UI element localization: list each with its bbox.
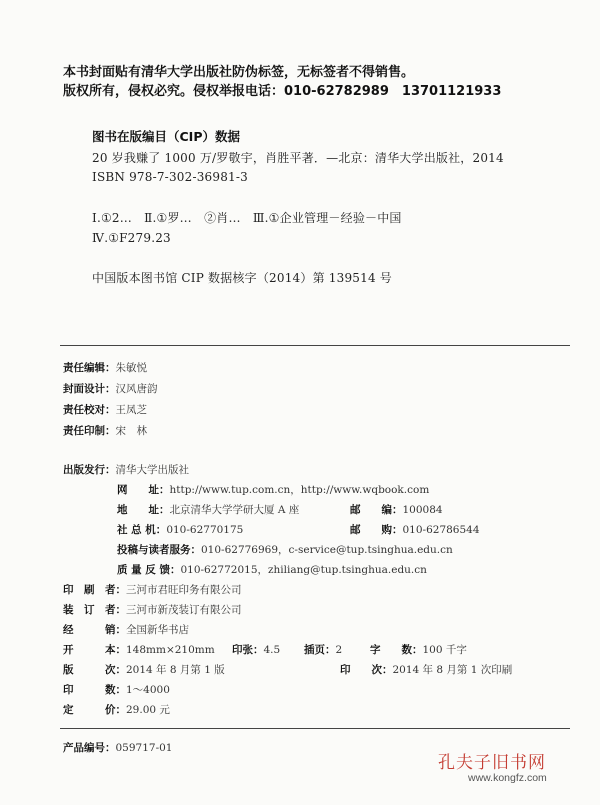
cip-data-number: 中国版本图书馆 CIP 数据核字（2014）第 139514 号 xyxy=(92,271,393,285)
credit-proof: 责任校对：王凤芝 xyxy=(63,404,147,416)
spec-impression: 印 次：2014 年 8 月第 1 次印刷 xyxy=(340,664,513,676)
spec-sheets: 印张：4.5 xyxy=(232,644,281,656)
spec-copies: 印 数：1～4000 xyxy=(63,684,170,696)
credit-cover: 封面设计：汉风唐韵 xyxy=(63,383,158,395)
cip-class-number: Ⅳ.①F279.23 xyxy=(92,231,171,245)
notice-anticounterfeit: 本书封面贴有清华大学出版社防伪标签，无标签者不得销售。 xyxy=(63,65,415,80)
spec-plates: 插页：2 xyxy=(304,644,343,656)
cip-book-line: 20 岁我赚了 1000 万/罗敬宇，肖胜平著．—北京：清华大学出版社，2014 xyxy=(92,151,504,165)
notice-copyright: 版权所有，侵权必究。侵权举报电话：010-62782989 13701121933 xyxy=(63,84,502,99)
publisher-switchboard: 社 总 机：010-62770175 xyxy=(117,524,244,536)
publisher-name: 出版发行：清华大学出版社 xyxy=(63,464,189,476)
spec-distributor: 经 销：全国新华书店 xyxy=(63,624,189,636)
cip-title: 图书在版编目（CIP）数据 xyxy=(92,129,240,144)
spec-edition: 版 次：2014 年 8 月第 1 版 xyxy=(63,664,225,676)
publisher-address: 地 址：北京清华大学学研大厦 A 座 xyxy=(117,504,300,516)
credit-print: 责任印制：宋 林 xyxy=(63,425,147,437)
divider-bottom xyxy=(60,728,570,729)
credit-editor: 责任编辑：朱敏悦 xyxy=(63,362,147,374)
publisher-mailorder: 邮 购：010-62786544 xyxy=(350,524,480,536)
divider xyxy=(60,345,570,346)
spec-binder: 装 订 者：三河市新茂装订有限公司 xyxy=(63,604,242,616)
spec-format: 开 本：148mm×210mm xyxy=(63,644,215,656)
watermark-logo: 孔夫子旧书网 xyxy=(438,753,546,773)
publisher-feedback: 质 量 反 馈：010-62772015，zhiliang@tup.tsinghua.edu.cn xyxy=(117,564,427,576)
cip-isbn: ISBN 978-7-302-36981-3 xyxy=(92,170,248,184)
cip-classification: Ⅰ.①2… Ⅱ.①罗… ②肖… Ⅲ.①企业管理－经验－中国 xyxy=(92,211,402,225)
spec-printer: 印 刷 者：三河市君旺印务有限公司 xyxy=(63,584,242,596)
spec-words: 字 数：100 千字 xyxy=(370,644,467,656)
product-code: 产品编号：059717-01 xyxy=(63,742,173,754)
publisher-web: 网 址：http://www.tup.com.cn，http://www.wqbook.com xyxy=(117,484,430,496)
spec-price: 定 价：29.00 元 xyxy=(63,704,170,716)
publisher-service: 投稿与读者服务：010-62776969，c-service@tup.tsinghua.edu.cn xyxy=(117,544,453,556)
watermark-url: www.kongfz.com xyxy=(468,772,547,784)
publisher-zip: 邮 编：100084 xyxy=(350,504,443,516)
